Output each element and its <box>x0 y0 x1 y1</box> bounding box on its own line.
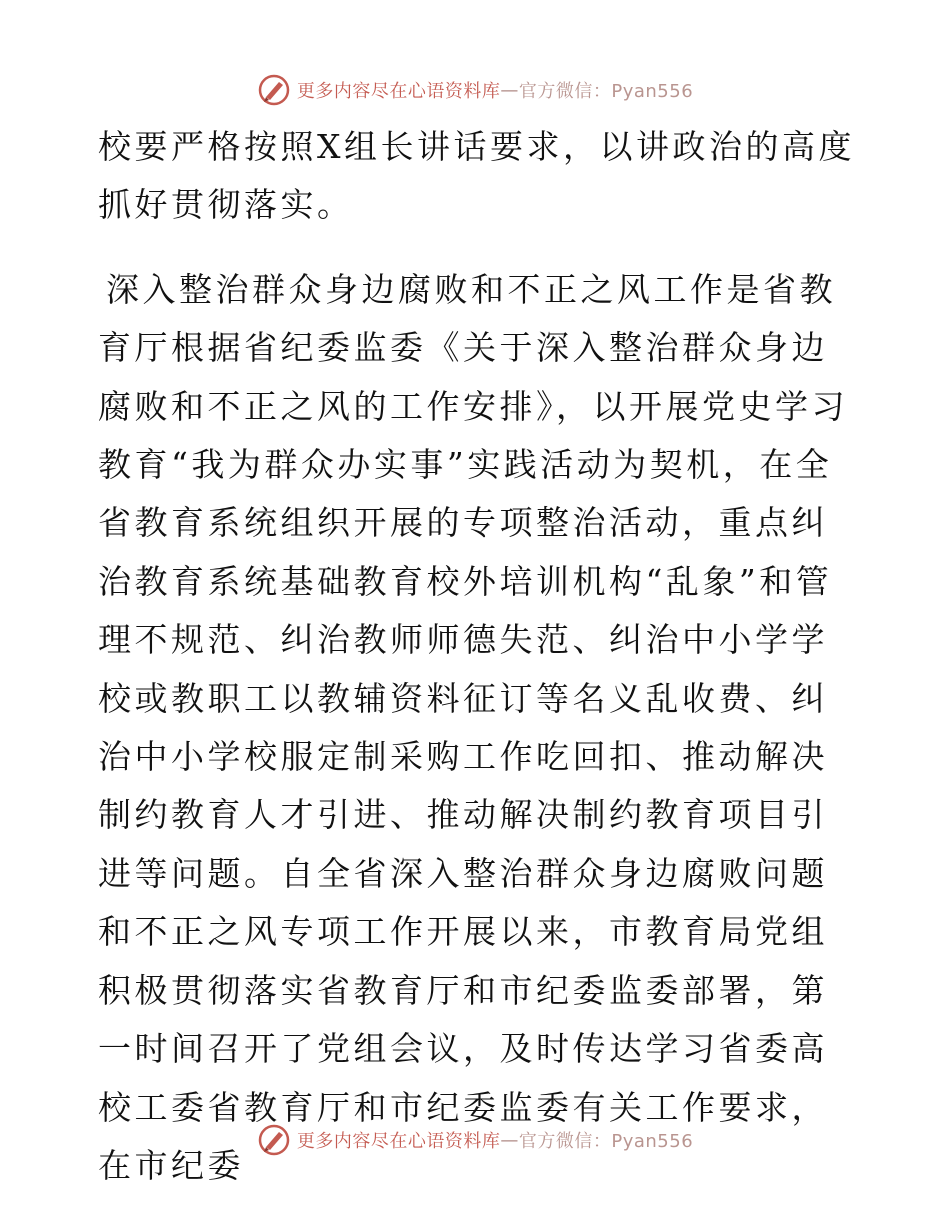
watermark-separator: — <box>500 1129 519 1151</box>
pen-circle-logo-icon <box>257 73 291 107</box>
watermark-sub-text: 官方微信：Pyan556 <box>518 81 694 102</box>
watermark-main-text: 更多内容尽在心语资料库 <box>296 81 501 102</box>
watermark-main-text: 更多内容尽在心语资料库 <box>296 1131 501 1152</box>
watermark-separator: — <box>500 79 519 101</box>
paragraph-2: 深入整治群众身边腐败和不正之风工作是省教育厅根据省纪委监委《关于深入整治群众身边腐败和不正之风的工作安排》，以开展党史学习教育“我为群众办实事”实践活动为契机，在全省教育系统组织开展的专项整治活动，重点纠治教育系统基础教育校外培训机构“乱象”和管理不规范、纠治教师师德失范、纠治中小学学校或教职工以教辅资料征订等名义乱收费、纠治中小学校服定制采购工作吃回扣、推动解决制约教育人才引进、推动解决制约教育项目引进等问题。自全省深入整治群众身边腐败问题和不正之风专项工作开展以来，市教育局党组积极贯彻落实省教育厅和市纪委监委部署，第一时间召开了党组会议，及时传达学习省委高校工委省教育厅和市纪委监委有关工作要求，在市纪委 <box>98 269 848 1185</box>
header-watermark <box>0 70 950 110</box>
pen-circle-logo-icon <box>257 1123 291 1157</box>
footer-watermark <box>0 1120 950 1160</box>
document-body <box>98 118 858 1195</box>
watermark-sub-text: 官方微信：Pyan556 <box>518 1131 694 1152</box>
paragraph-1: 校要严格按照X组长讲话要求，以讲政治的高度抓好贯彻落实。 <box>98 127 855 225</box>
